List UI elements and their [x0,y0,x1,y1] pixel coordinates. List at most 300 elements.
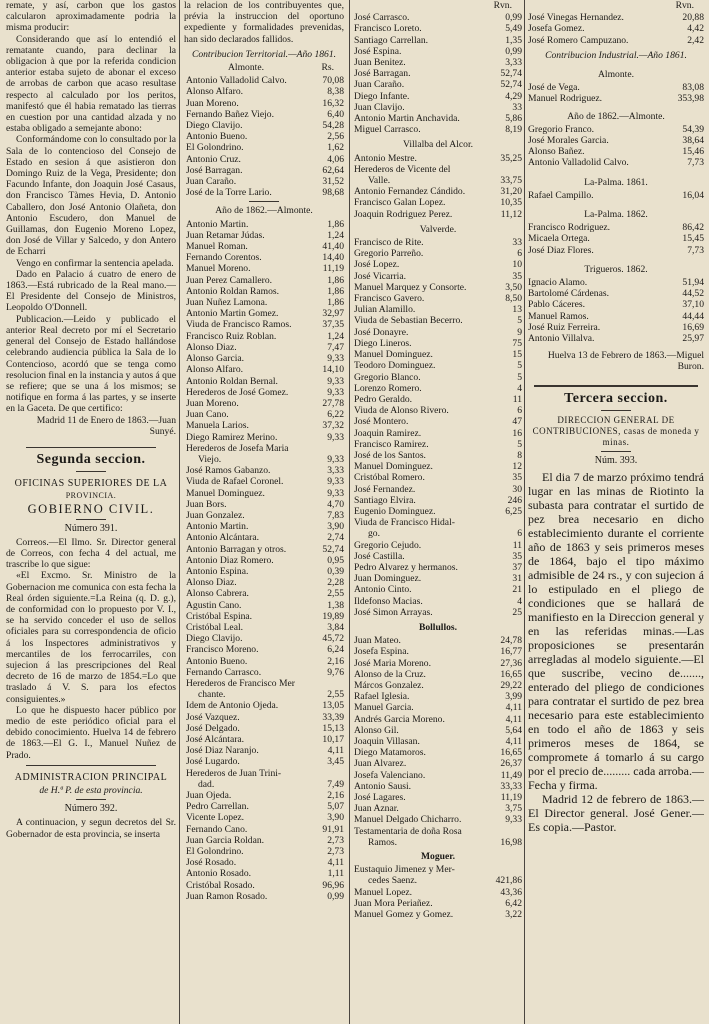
list-item [184,846,344,857]
list-item: Testamentaria de doña Rosa [354,825,462,837]
separator [76,799,106,800]
amount: 5,07 [327,801,344,813]
amount: 2,28 [327,577,344,589]
paragraph: Publicacion.—Leido y publicado el anterior Real decreto por mí el Secretario general del Consejo de Estado hallándose celebrando audiencia pública la Sala de lo Contencioso, acordó que se tenga como resolucion final en la instancia y autos á que se refiere; que se una á los mismos; se notifique en forma á las partes, y se inserte en la Gaceta. De que certifico: [6,313,176,415]
amount: 6 [517,528,522,540]
taxpayer-name: Antonio Martin. [186,521,249,533]
amount: 26,37 [500,758,522,770]
taxpayer-name: Antonio Roldan Ramos. [186,285,280,297]
amount: 0,99 [505,12,522,24]
list-item [528,333,704,344]
amount: 32,97 [322,308,344,320]
taxpayer-name: José Diaz Flores. [528,244,594,256]
list-item [184,275,344,286]
taxpayer-list [354,237,522,517]
amount: 7,47 [327,341,344,353]
amount: 33,39 [322,711,344,723]
taxpayer-name: Antonio Sausi. [354,780,412,792]
list-item [354,304,522,315]
list-item [354,197,522,208]
taxpayer-name: Idem de Antonio Ojeda. [186,700,279,712]
signature: Madrid 12 de febrero de 1863.—El Director general. José Gener.—Es copia.—Pastor. [528,791,704,834]
amount: 9,33 [327,386,344,398]
taxpayer-name: Juan Ramon Rosado. [186,890,268,902]
list-item [184,790,344,801]
taxpayer-name: Pablo Cáceres. [528,299,586,311]
list-item [184,476,344,487]
amount: 3,22 [505,909,522,921]
amount: 31,52 [322,176,344,188]
taxpayer-list [528,82,704,104]
amount: 47 [512,416,522,428]
amount: 2,42 [687,34,704,46]
paragraph: Dado en Palacio á cuatro de enero de 1863.—Está rubricado de la Real mano.—El Presidente del Consejo de Ministros, Leopoldo O'Donnell. [6,268,176,314]
list-item [354,803,522,814]
amount: 7,83 [327,509,344,521]
taxpayer-name: Diego Infante. [354,90,410,102]
taxpayer-list [354,540,522,618]
amount: 5 [517,371,522,383]
list-item [184,364,344,375]
taxpayer-name: Antonio Bueno. [186,655,248,667]
amount: 70,08 [322,75,344,87]
taxpayer-name: Juan Perez Camallero. [186,274,273,286]
amount: 75 [512,337,522,349]
list-item: Herederos de Francisco Mer [186,677,295,689]
taxpayer-name: Gregorio Franco. [528,123,595,135]
list-item [354,428,522,439]
taxpayer-name: Juan Caraño. [354,79,405,91]
list-item [184,644,344,655]
list-item [528,35,704,46]
amount: 4,11 [327,857,344,869]
amount: 1,35 [505,34,522,46]
list-item [354,102,522,113]
taxpayer-name: José Maria Moreno. [354,657,431,669]
taxpayer-name: Alonso de la Cruz. [354,668,426,680]
office-subheading: PROVINCIA. [65,491,117,501]
taxpayer-name: Juan Moreno. [186,97,239,109]
town-heading: Valverde. [419,223,457,235]
admin-heading: ADMINISTRACION PRINCIPAL [14,771,168,783]
list-item [184,857,344,868]
taxpayer-name: Diego Ramirez Merino. [186,431,278,443]
amount: 6,25 [505,505,522,517]
amount: 16,65 [500,747,522,759]
separator [534,385,698,387]
column-2 [184,0,344,1024]
taxpayer-name: Manuel Delgado Chicharro. [354,814,462,826]
list-item [184,521,344,532]
list-item [354,792,522,803]
amount: 1,24 [327,229,344,241]
amount: 19,89 [322,610,344,622]
amount: 33,75 [500,175,522,187]
taxpayer-name: Juan Gonzalez. [186,509,245,521]
taxpayer-name: Antonio Fernandez Cándido. [354,186,466,198]
amount: 16,77 [500,646,522,658]
amount: 38,64 [682,135,704,147]
amount: 91,91 [322,823,344,835]
taxpayer-name: José Lugardo. [186,756,240,768]
list-item [354,349,522,360]
amount: 6 [517,405,522,417]
amount: 35 [512,270,522,282]
list-item [184,600,344,611]
amount: 4,29 [505,90,522,102]
amount: 9,33 [327,453,344,465]
amount: 52,74 [500,68,522,80]
amount: 37 [512,561,522,573]
taxpayer-list [354,153,522,164]
taxpayer-name: Antonio Bueno. [186,131,248,143]
list-item [184,409,344,420]
taxpayer-name: Antonio Rosado. [186,868,252,880]
list-item [184,187,344,198]
taxpayer-name: Josefa Gomez. [528,23,585,35]
taxpayer-name: Juan Ojeda. [186,790,232,802]
amount: 1,86 [327,297,344,309]
amount: 2,55 [327,689,344,701]
list-item [184,286,344,297]
taxpayer-name: Juan Caraño. [186,176,237,188]
list-item [184,98,344,109]
list-item [354,702,522,713]
amount: 9,33 [327,353,344,365]
amount: 6,42 [505,897,522,909]
amount: 3,33 [505,57,522,69]
amount: 12 [512,461,522,473]
list-item [528,82,704,93]
taxpayer-name: José Ramos Gabanzo. [186,465,271,477]
amount: 86,42 [682,222,704,234]
list-item [184,532,344,543]
list-item [354,35,522,46]
amount: 4 [517,382,522,394]
amount: 25,97 [682,333,704,345]
amount: 25 [512,606,522,618]
list-item [528,157,704,168]
amount: 62,64 [322,164,344,176]
amount: 7,73 [687,157,704,169]
units-heading: Rvn. [493,0,512,11]
taxpayer-name: Juan Mora Periañez. [354,897,433,909]
amount: 3,84 [327,621,344,633]
list-item [184,510,344,521]
amount: 2,73 [327,846,344,858]
list-item [354,887,522,898]
column-rule [349,0,350,1024]
list-item [354,736,522,747]
taxpayer-name: Ignacio Alamo. [528,277,588,289]
taxpayer-name: Antonio Mestre. [354,152,417,164]
amount: 9,33 [327,476,344,488]
amount: 11,19 [500,792,522,804]
taxpayer-name: Alonso Diaz. [186,341,237,353]
taxpayer-name: Gregorio Parreño. [354,248,424,260]
taxpayer-name: Márcos Gonzalez. [354,679,424,691]
list-item: Eustaquio Jimenez y Mer- [354,864,455,876]
taxpayer-name: Joaquin Rodriguez Perez. [354,208,453,220]
list-item: Viuda de Francisco Hidal- [354,517,455,529]
list-item [528,277,704,288]
list-item [354,282,522,293]
taxpayer-list [354,186,522,220]
amount: 45,72 [322,633,344,645]
taxpayer-name: Manuel Moreno. [186,263,251,275]
column-rule [524,0,525,1024]
list-item [184,120,344,131]
taxpayer-name: Cristóbal Leal. [186,621,244,633]
list-heading: Año de 1862.—Almonte. [215,205,313,217]
taxpayer-name: Manuel Dominguez. [354,349,433,361]
amount: 52,74 [322,543,344,555]
list-item [354,68,522,79]
list-item [354,327,522,338]
list-item [184,566,344,577]
amount: 7,73 [687,244,704,256]
amount: 2,16 [327,790,344,802]
paragraph: A continuacion, y segun decretos del Sr. Gobernador de esta provincia, se inserta [6,817,176,840]
taxpayer-name: José Vazquez. [186,711,240,723]
list-item: Valle. [368,175,391,187]
amount: 5,49 [505,23,522,35]
list-item [184,622,344,633]
town-heading: Bollullos. [418,621,458,633]
amount: 16,98 [500,836,522,848]
amount: 9,33 [327,375,344,387]
amount: 4,11 [505,713,522,725]
amount: 7,49 [327,778,344,790]
paragraph: Lo que he dispuesto hacer público por medio de este periódico oficial para el debido conocimiento. Huelva 14 de febrero de 1863.—El G. I., Manuel Nuñez de Prado. [6,704,176,761]
taxpayer-list [528,277,704,344]
taxpayer-name: José Rosado. [186,857,237,869]
list-item [184,700,344,711]
column-1 [6,0,176,1024]
taxpayer-name: Diego Clavijo. [186,120,243,132]
taxpayer-name: José Ruiz Ferreira. [528,321,601,333]
list-item [184,297,344,308]
list-item [354,405,522,416]
list-item [354,383,522,394]
separator [601,451,631,452]
list-item [184,756,344,767]
list-item [184,812,344,823]
list-item: Herederos de Josefa Maria [186,442,289,454]
amount: 5 [517,438,522,450]
list-item [354,669,522,680]
list-item [354,909,522,920]
taxpayer-name: Antonio Cinto. [354,584,412,596]
taxpayer-name: Manuel Lopez. [354,886,413,898]
taxpayer-name: Josefa Espina. [354,646,409,658]
amount: 20,88 [682,12,704,24]
taxpayer-name: Manuel Roman. [186,241,248,253]
taxpayer-name: Viuda de Sebastian Becerro. [354,315,463,327]
amount: 29,22 [500,679,522,691]
taxpayer-name: Cristóbal Espina. [186,610,253,622]
list-item: Herederos de Juan Trini- [186,767,282,779]
paragraph: El dia 7 de marzo próximo tendrá lugar en las minas de Riotinto la subasta para contratar el surtido de pez brea necesario en dicho establecimiento durante el corriente año de 1863 y seis primeros meses de 1864, bajo el tipo máximo admisible de 24 rs., y con sujecion á lo estipulado en el pliego de condiciones que se hallará de manifiesto en la Direccion general y en las referidas minas.—Las proposiciones se presentarán arregladas al modelo siguiente.—El que suscribe, vecino de......., enterado del pliego de condiciones para contratar el surtido de pez brea necesario para este establecimiento en todo el año de 1863 y seis primeros meses de 1864, se compromete á tomarlo á su cargo por el precio de......... cada arroba.—Fecha y firma. [528,469,704,792]
list-heading: Contribucion Territorial.—Año 1861. [191,48,337,60]
amount: 1,86 [327,274,344,286]
taxpayer-name: Pedro Carrellan. [186,801,249,813]
list-item [354,79,522,90]
column-4 [528,0,704,1024]
list-item [354,898,522,909]
list-item [184,801,344,812]
taxpayer-name: Manuel Garcia. [354,702,414,714]
taxpayer-name: Francisco Loreto. [354,23,422,35]
amount: 13 [512,304,522,316]
taxpayer-name: Alonso Alfaro. [186,364,244,376]
amount: 1,38 [327,599,344,611]
amount: 4,11 [505,736,522,747]
list-item [184,667,344,678]
taxpayer-name: José Montero. [354,416,409,428]
amount: 35 [512,550,522,562]
amount: 9,76 [327,666,344,678]
list-item [184,219,344,230]
taxpayer-name: Francisco de Rite. [354,237,424,249]
list-item [354,153,522,164]
amount: 3,33 [327,465,344,477]
taxpayer-name: Alonso Bañez. [528,146,585,158]
amount: 33 [512,101,522,113]
taxpayer-name: Pedro Geraldo. [354,393,413,405]
list-item [184,734,344,745]
taxpayer-name: Juan Dominguez. [354,573,422,585]
taxpayer-name: Diego Matamoros. [354,747,426,759]
list-item [354,237,522,248]
amount: 8,19 [505,124,522,136]
taxpayer-name: Cristóbal Romero. [354,472,425,484]
taxpayer-list [528,222,704,256]
list-item [354,714,522,725]
taxpayer-name: Juan Bors. [186,498,227,510]
amount: 5 [517,360,522,372]
amount: 15,13 [322,722,344,734]
taxpayer-name: Diego Clavijo. [186,633,243,645]
column-3 [354,0,522,1024]
list-item [354,248,522,259]
amount: 27,36 [500,657,522,669]
taxpayer-name: José Vinegas Hernandez. [528,12,624,24]
taxpayer-name: Juan Cano. [186,409,229,421]
list-item [354,57,522,68]
list-item [184,252,344,263]
taxpayer-name: Juan Retamar Júdas. [186,229,265,241]
list-item [184,319,344,330]
taxpayer-name: Antonio Martin. [186,218,249,230]
list-item: Herederos de Vicente del [354,163,451,175]
taxpayer-name: Manuel Dominguez. [354,461,433,473]
separator [26,447,156,448]
list-item [354,461,522,472]
taxpayer-name: Alonso Gil. [354,724,399,736]
amount: 10 [512,259,522,271]
amount: 0,95 [327,554,344,566]
amount: 9,33 [505,814,522,826]
taxpayer-name: Antonio Alcántara. [186,532,259,544]
taxpayer-name: Micaela Ortega. [528,233,590,245]
taxpayer-name: José Fernandez. [354,483,416,495]
taxpayer-name: Miguel Carrasco. [354,124,421,136]
amount: 13,05 [322,700,344,712]
list-item [354,439,522,450]
separator [26,765,156,766]
taxpayer-name: Francisco Ramirez. [354,438,429,450]
taxpayer-name: Francisco Moreno. [186,644,259,656]
taxpayer-name: Fernando Carrasco. [186,666,262,678]
taxpayer-name: Francisco Gavero. [354,293,425,305]
town-heading: Villalba del Alcor. [402,139,474,151]
amount: 2,74 [327,532,344,544]
list-item [354,646,522,657]
taxpayer-name: Manuel Gomez y Gomez. [354,909,454,921]
list-item [184,142,344,153]
taxpayer-name: Viuda de Rafael Coronel. [186,476,284,488]
list-item [184,824,344,835]
list-item [184,656,344,667]
amount: 37,32 [322,420,344,432]
amount: 33,33 [500,780,522,792]
list-item [354,450,522,461]
list-item [354,635,522,646]
taxpayer-list [184,75,344,198]
amount: 10,17 [322,734,344,745]
amount: 11,12 [500,208,522,220]
list-item [354,12,522,23]
taxpayer-name: José Castilla. [354,550,405,562]
list-item [184,387,344,398]
taxpayer-name: José Carrasco. [354,12,410,24]
taxpayer-name: Agustin Cano. [186,599,242,611]
list-item [354,495,522,506]
amount: 44,52 [682,288,704,300]
taxpayer-list [528,12,704,46]
town-heading: Almonte. [598,69,634,81]
taxpayer-name: Santiago Elvira. [354,494,416,506]
amount: 35 [512,472,522,484]
taxpayer-name: Francisco Rodriguez. [528,222,611,234]
amount: 2,56 [327,131,344,143]
list-item [354,506,522,517]
amount: 16,69 [682,321,704,333]
list-item [528,124,704,135]
signature: Huelva 13 de Febrero de 1863.—Miguel Buron. [547,350,704,373]
amount: 37,10 [682,299,704,311]
amount: 54,28 [322,120,344,132]
amount: 2,16 [327,655,344,667]
taxpayer-name: Fernando Cano. [186,823,248,835]
amount: 6 [517,248,522,260]
list-item [354,551,522,562]
list-item: Viejo. [198,453,222,465]
taxpayer-name: Manuela Larios. [186,420,249,432]
taxpayer-name: Juan Alvarez. [354,758,407,770]
list-item [354,562,522,573]
list-item [354,124,522,135]
taxpayer-name: José Simon Arrayas. [354,606,433,618]
list-item [354,680,522,691]
taxpayer-name: Alonso Diaz. [186,577,237,589]
column-rule [179,0,180,1024]
list-item [184,745,344,756]
town-heading: Trigueros. 1862. [584,263,648,275]
taxpayer-name: Antonio Cruz. [186,153,241,165]
section-heading: Tercera seccion. [564,390,668,406]
